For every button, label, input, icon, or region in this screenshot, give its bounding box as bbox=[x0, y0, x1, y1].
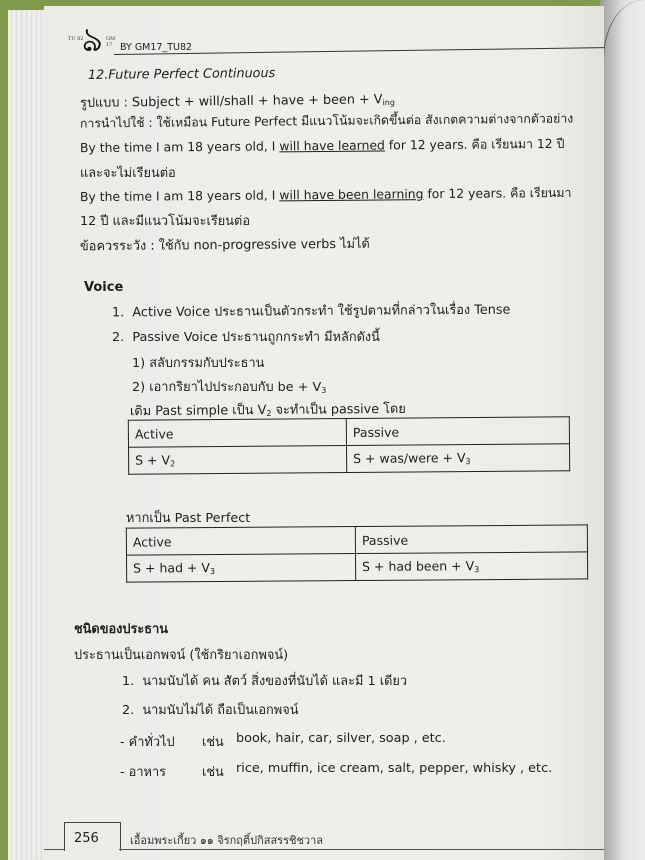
cell-subscript: 2 bbox=[170, 459, 176, 469]
logo bbox=[68, 20, 116, 60]
table-row bbox=[129, 444, 570, 474]
table-cell-active bbox=[127, 554, 356, 583]
past-perfect-voice-table bbox=[126, 524, 588, 582]
section-heading-subject-types: ชนิดของประธาน bbox=[74, 622, 169, 637]
example-general-label: - คำทั่วไป bbox=[120, 735, 175, 750]
passive-rule-2-subscript: 3 bbox=[321, 386, 327, 395]
voice-item-2-text: Passive Voice ประธานถูกกระทำ มีหลักดังนี้ bbox=[132, 330, 380, 345]
subject-item-2 bbox=[122, 699, 298, 720]
example-general-prefix: เช่น bbox=[202, 735, 224, 750]
cell-text: S + V bbox=[135, 452, 171, 468]
past-simple-intro-suffix: จะทำเป็น passive โดย bbox=[271, 401, 406, 418]
voice-item-2-number: 2. bbox=[112, 330, 125, 345]
example-food-prefix: เช่น bbox=[202, 765, 224, 780]
passive-rule-2-text: 2) เอากริยาไปประกอบกับ be + V bbox=[132, 380, 322, 395]
past-simple-intro-subscript: 2 bbox=[266, 408, 272, 419]
footer-divider-left bbox=[44, 849, 64, 850]
usage-line: การนำไปใช้ : ใช้เหมือน Future Perfect มีแนวโน้มจะเกิดขึ้นต่อ สังเกตความต่างจากตัวอย่าง bbox=[79, 111, 574, 131]
subject-item-2-number: 2. bbox=[122, 703, 135, 718]
caution-note: ข้อควรระวัง : ใช้กับ non-progressive verbs ไม่ได้ bbox=[79, 236, 370, 255]
subject-item-1-number: 1. bbox=[122, 674, 135, 689]
table-cell-passive bbox=[356, 552, 588, 581]
past-perfect-intro: หากเป็น Past Perfect bbox=[126, 511, 251, 526]
past-simple-voice-table bbox=[128, 416, 570, 474]
cell-text: S + had + V bbox=[133, 560, 210, 576]
logo-tag-left: TU 82 bbox=[68, 36, 84, 42]
table-header-active: Active bbox=[126, 527, 355, 556]
subject-item-1-text: นามนับได้ คน สัตว์ สิ่งของที่นับได้ และมี 1 เดียว bbox=[142, 674, 408, 689]
example-2 bbox=[80, 184, 572, 207]
voice-item-2 bbox=[112, 326, 380, 347]
cell-subscript: 3 bbox=[465, 457, 471, 467]
table-cell-active bbox=[129, 446, 347, 475]
example-2-underlined-verb: will have been learning bbox=[279, 186, 424, 203]
subject-item-1 bbox=[122, 670, 407, 691]
passive-rule-2 bbox=[132, 376, 326, 397]
example-general-text: book, hair, car, silver, soap , etc. bbox=[236, 731, 446, 746]
subject-item-2-text: นามนับไม่ได้ ถือเป็นเอกพจน์ bbox=[142, 703, 299, 718]
table-header-row bbox=[126, 525, 587, 555]
past-simple-intro-text: เดิม Past simple เป็น V bbox=[129, 403, 267, 420]
form-text: รูปแบบ : Subject + will/shall + have + been + V bbox=[79, 92, 383, 111]
facing-page-edge bbox=[600, 0, 645, 860]
example-2-suffix: for 12 years. คือ เรียนมา bbox=[423, 184, 572, 202]
voice-item-1 bbox=[112, 299, 510, 323]
section-title-future-perfect-continuous: 12.Future Perfect Continuous bbox=[87, 66, 276, 83]
example-2-prefix: By the time I am 18 years old, I bbox=[79, 187, 280, 205]
cell-subscript: 3 bbox=[474, 565, 480, 575]
table-header-active: Active bbox=[128, 419, 346, 448]
example-food-text: rice, muffin, ice cream, salt, pepper, whisky , etc. bbox=[236, 761, 553, 776]
example-food-label: - อาหาร bbox=[120, 765, 167, 780]
header-credit: BY GM17_TU82 bbox=[120, 42, 193, 53]
example-1 bbox=[80, 135, 565, 158]
table-cell-passive bbox=[347, 444, 570, 473]
form-subscript: ing bbox=[382, 98, 395, 108]
section-heading-voice: Voice bbox=[84, 280, 124, 295]
voice-item-1-number: 1. bbox=[111, 305, 125, 321]
example-1-underlined-verb: will have learned bbox=[279, 137, 385, 154]
book-title: เอื้อมพระเกี้ยว ๑๑ จิรกฤติ์ปกิสสรรชิชวาล bbox=[130, 834, 324, 847]
cell-text: S + was/were + V bbox=[353, 450, 466, 466]
example-2-continuation: 12 ปี และมีแนวโน้มจะเรียนต่อ bbox=[80, 214, 251, 229]
page-number: 256 bbox=[74, 831, 99, 846]
example-1-prefix: By the time I am 18 years old, I bbox=[79, 138, 280, 156]
cell-text: S + had been + V bbox=[362, 558, 475, 574]
table-header-row bbox=[128, 417, 569, 447]
table-row bbox=[127, 552, 588, 582]
swan-logo-icon: ঌ bbox=[82, 20, 103, 60]
book-page bbox=[44, 6, 604, 860]
example-1-suffix: for 12 years. คือ เรียนมา 12 ปี bbox=[384, 135, 565, 153]
table-header-passive: Passive bbox=[346, 417, 569, 446]
example-1-continuation: และจะไม่เรียนต่อ bbox=[80, 166, 176, 181]
logo-tag-right: GM 17 bbox=[106, 36, 116, 48]
singular-subject-intro: ประธานเป็นเอกพจน์ (ใช้กริยาเอกพจน์) bbox=[74, 648, 289, 663]
table-header-passive: Passive bbox=[355, 525, 587, 554]
footer-divider bbox=[119, 849, 604, 850]
passive-rule-1: 1) สลับกรรมกับประธาน bbox=[132, 356, 265, 371]
voice-item-1-text: Active Voice ประธานเป็นตัวกระทำ ใช้รูปตามที่กล่าวในเรื่อง Tense bbox=[132, 302, 511, 321]
cell-subscript: 3 bbox=[209, 566, 216, 577]
form-line bbox=[80, 88, 395, 113]
